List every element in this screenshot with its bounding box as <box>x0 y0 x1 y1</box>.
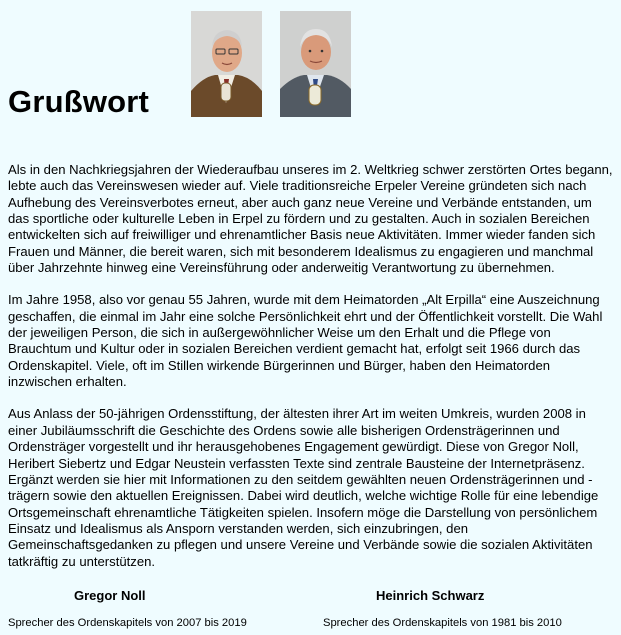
paragraph: Im Jahre 1958, also vor genau 55 Jahren, wurde mit dem Heimatorden „Alt Erpilla“ eine Auszeichnung geschaffen, die einmal im Jahr eine solche Persönlichkeit ehrt und der Öffentlichkeit vorstellt. Die Wahl der jeweiligen Person, die sich in außergewöhnlicher Weise um den Erhalt und die Pflege von Brauchtum und Kultur oder in sozialen Bereichen verdient gemacht hat, erfolgt seit 1966 durch das Ordenskapitel. Viele, oft im Stillen wirkende Bürgerinnen und Bürger, haben den Heimatorden inzwischen erhalten. <box>8 292 603 390</box>
paragraph: Aus Anlass der 50-jährigen Ordensstiftung, der ältesten ihrer Art im weiten Umkreis, wurden 2008 in einer Jubiläumsschrift die Geschichte des Ordens sowie alle bisherigen Ordensträgerinnen und Ordensträger vorgestellt und ihr herausgehobenes Engagement gewürdigt. Diese von Gregor Noll, Heribert Siebertz und Edgar Neustein verfassten Texte sind zentrale Bausteine der Internetpräsenz. Ergänzt werden sie hier mit Informationen zu den seitdem gewählten neuen Ordensträgerinnen und -trägern sowie den aktuellen Ereignissen. Dabei wird deutlich, welche wichtige Rolle für eine lebendige Ortsgemeinschaft ehrenamtliche Tätigkeiten spielen. Insofern möge die Darstellung von persönlichem Einsatz und Idealismus als Ansporn verstanden werden, sich einzubringen, den Gemeinschaftsgedanken zu pflegen und unsere Vereine und Verbände sowie die sozialen Aktivitäten tatkräftig zu unterstützen. <box>8 406 599 569</box>
signatory-role: Sprecher des Ordenskapitels von 2007 bis 2019 <box>8 617 247 629</box>
page-title: Grußwort <box>8 84 150 119</box>
portrait-photo-gregor-noll <box>191 11 262 117</box>
greeting-text <box>8 162 614 586</box>
paragraph: Als in den Nachkriegsjahren der Wiederaufbau unseres im 2. Weltkrieg schwer zerstörten Ortes begann, lebte auch das Vereinswesen wieder auf. Viele traditionsreiche Erpeler Vereine gründeten sich nach Aufhebung des Vereinsverbotes erneut, aber auch ganz neue Vereine und Verbände entstanden, um das sportliche oder kulturelle Leben in Erpel zu fördern und zu gestalten. Auch in sozialen Bereichen entwickelten sich auf freiwilliger und ehrenamtlicher Basis neue Aktivitäten. Immer wieder fanden sich Frauen und Männer, die bereit waren, sich mit besonderem Idealismus zu engagieren und manchmal über Jahrzehnte hinweg eine Vereinsführung oder anderweitig Verantwortung zu übernehmen. <box>8 162 613 276</box>
signatory-role: Sprecher des Ordenskapitels von 1981 bis 2010 <box>323 617 562 629</box>
portrait-photo-heinrich-schwarz <box>280 11 351 117</box>
signatory-name: Gregor Noll <box>74 588 146 603</box>
signatory-name: Heinrich Schwarz <box>376 588 485 603</box>
